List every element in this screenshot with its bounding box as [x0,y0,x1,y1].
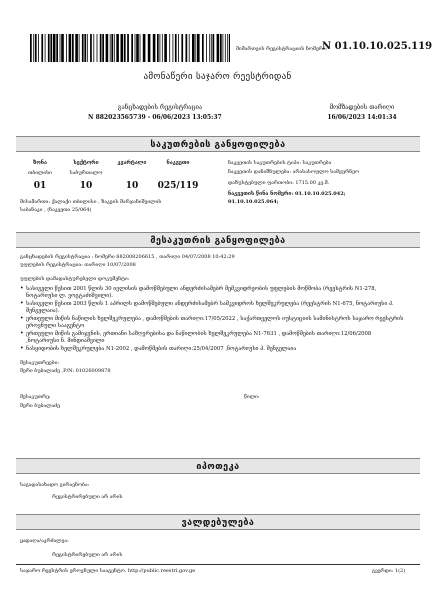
property-type: ნაკვეთის საკუთრების ტიპი: საკუთრება [228,160,332,166]
address-line-2: საბანაკი , (ნაკვეთი 25/064) [20,207,92,213]
prepared-date-label: მომზადების თარიღი [329,104,395,111]
footer-divider [16,564,420,565]
previous-number-1: ნაკვეთის წინა ნომერი: 01.10.10.025.042; [228,191,346,197]
owners-label: მესაკუთრეები: [20,360,60,366]
seizure-section-title: ვალდებულება [16,514,420,530]
property-section-title: საკუთრების განყოფილება [16,136,420,152]
owners-value: მერი ბუბალაძე ,P/N: 01026009878 [20,368,111,374]
prepared-date-value: 16/06/2023 14:01:34 [327,114,397,121]
owner-description-label: მესაკუთრე: [20,394,51,400]
footer-source: საჯარო რეესტრის ეროვნული სააგენტო. http://public.reestri.gov.ge [20,568,196,574]
col-subheader-sector: საბურთალო [69,170,103,176]
previous-number-2: 01.10.10.025.064; [228,199,279,205]
property-area: დაზუსტებული ფართობი: 1715.00 კვ.მ. [228,180,330,186]
basis-document-item: • სასიგელი წესით 2001 წლის 30 ივლისის დამოწმებული ანდერძისამებრ მემკვიდრეობის უფლების მოწმობა (რეესტრის N1-278, ნოტარიუსი ლ. ვოგტაძიშვილი). [26,286,404,299]
value-sector: 10 [79,181,93,191]
seizure-label: ყადაღა/აკრძალვა: [20,538,69,544]
owner-description-value: მერი ბუბალაძე [20,403,60,409]
col-header-sector: სექტორი [73,160,99,166]
owner-section-title: მესაკუთრის განყოფილება [16,232,420,248]
property-purpose: ნაკვეთის დანიშნულება: არასასოფლო სამეურნეო [228,169,360,175]
share-label: წილი: [244,394,260,400]
seizure-value: რეგისტრირებული არ არის [52,552,123,558]
mortgage-section-title: იპოთეკა [16,458,420,474]
registration-value: N 882023565739 - 06/06/2023 13:05:37 [88,114,222,121]
mortgage-value: რეგისტრირებული არ არის [52,494,123,500]
col-header-plot: ნაკვეთი [166,160,190,166]
registration-label: განცხადების რეგისტრაცია [117,104,203,111]
col-header-quarter: კვარტალი [117,160,147,166]
basis-document-item: • სასიგელი წესით 2003 წლის 1 აპრილს დამოწმებული ანდერძისამებრ სამკვიდროს ხელშეკრულება (რეესტრის N1-675, ნოტარიუსი პ. შენგელაია). [26,301,404,314]
col-subheader-zone: თბილისი [28,170,52,176]
basis-document-item: • ერთეული მიწის გამიჯვნის, ერთიანი საზღვრებისა და ნაწილობის ხელშეკრულება N1-7631 , დამოწმების თარიღი:12/06/2008 ,ნოტარიუსი ნ. მინდიაშვილი [26,331,404,344]
doc-number: N 01.10.10.025.119 [322,41,433,52]
address-line-1: მისამართი: ქალაქი თბილისი , ზაკეის მარჯანიშვილის [20,199,162,205]
barcode-image [30,34,230,62]
mortgage-label: საგადასახადო გირავნობა: [20,482,90,488]
owner-registration-line: უფლების რეგისტრაცია: თარიღი 10/07/2008 [20,262,136,268]
value-plot: 025/119 [157,181,199,191]
value-quarter: 10 [125,181,139,191]
col-header-zone: ზონა [33,160,47,166]
doc-number-label: მიმართვის რეგისტრაციის ნომერი: [236,46,328,52]
basis-documents-title: უფლების დამადასტურებელი დოკუმენტი: [20,276,130,282]
basis-document-item: • ერთეული მიწის ნაწილის ხელშეკრულება , დამოწმების თარიღი:17/05/2022 , საქართველოს იუსტიციის სამინისტროს საჯარო რეესტრის ეროვნული სააგენტო [26,316,404,329]
agency-title: ამონაწერი საჯარო რეესტრიდან [143,72,292,82]
value-zone: 01 [33,181,47,191]
owner-application-line: განცხადების რეგისტრაცია : ნომერი 882008206615 , თარიღი 04/07/2008 10:42:29 [20,254,235,260]
footer-page-number: გვერდი: 1(2) [372,568,406,574]
basis-document-item: • ნასყიდობის ხელშეკრულება N1-2002 , დამოწმების თარიღი:25/04/2007 ,ნოტარიუსი პ. შენგელაია [26,346,404,353]
